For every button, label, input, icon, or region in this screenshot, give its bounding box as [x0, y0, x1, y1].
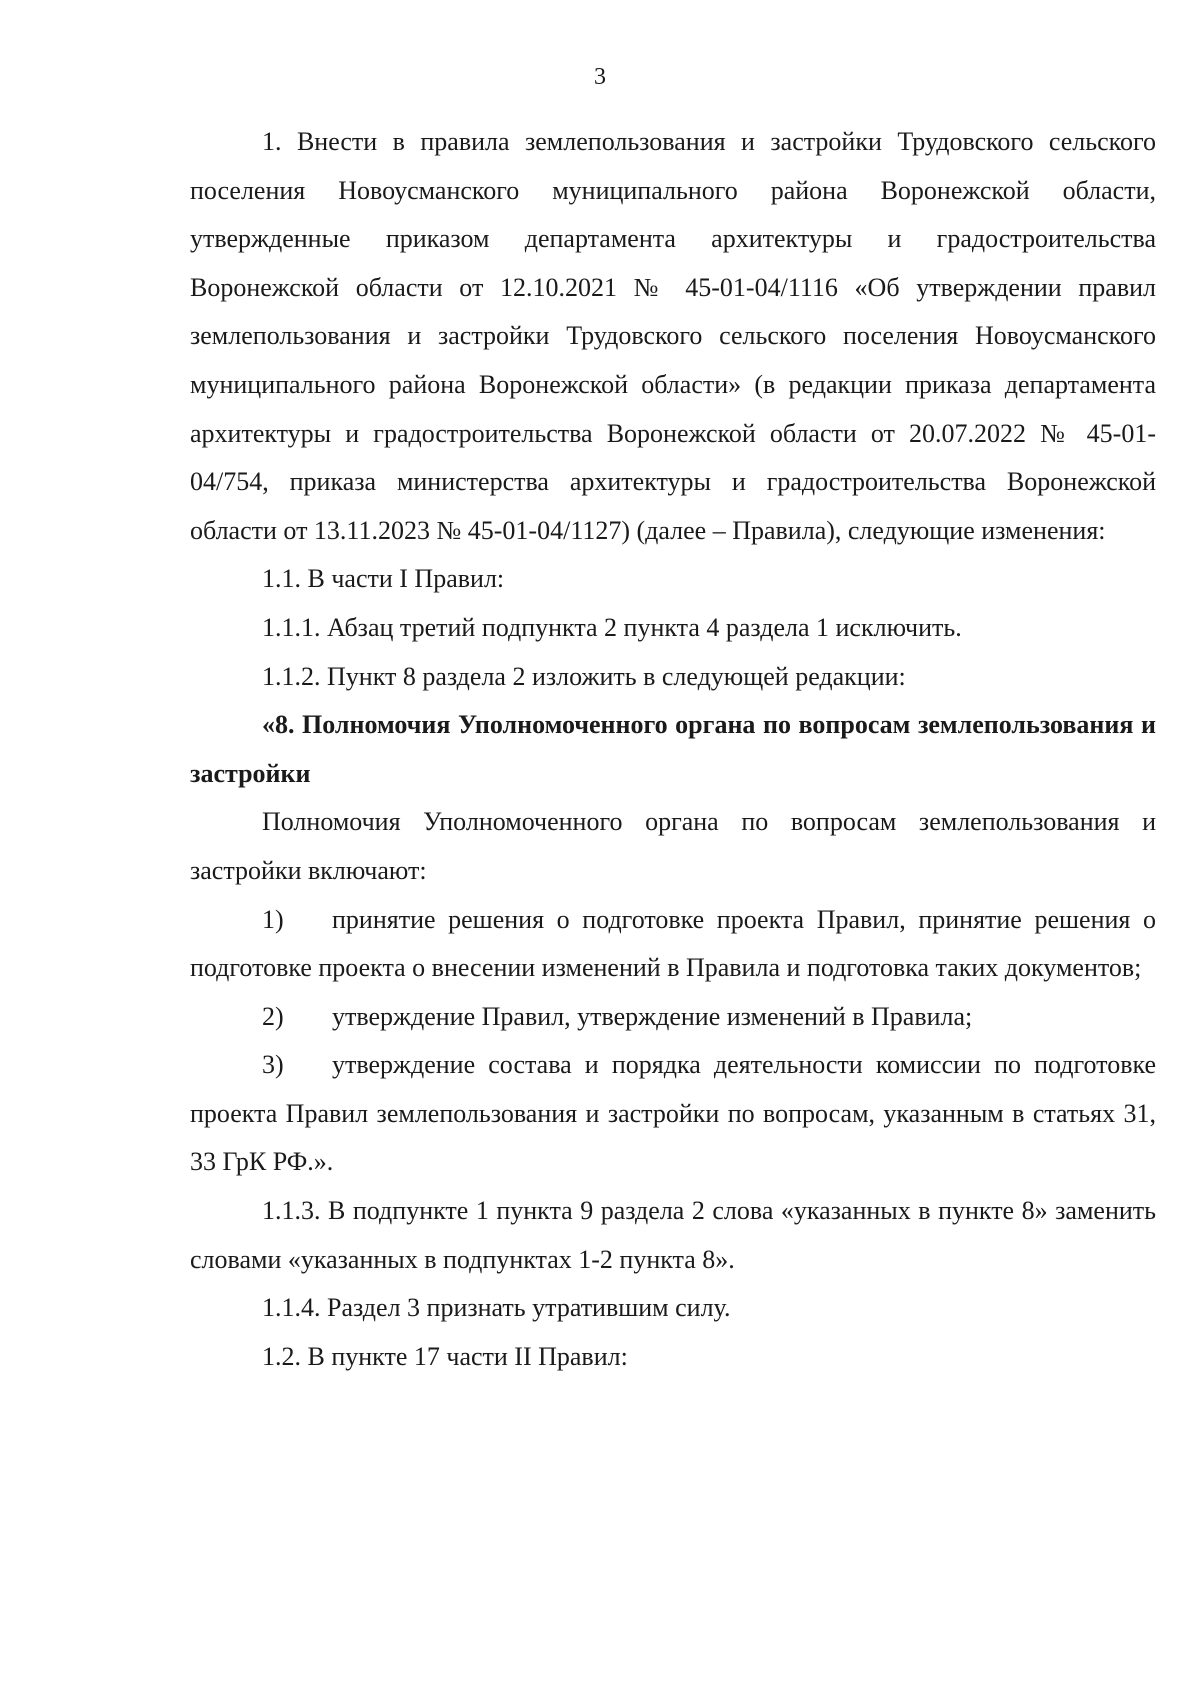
document-body	[190, 118, 1156, 1381]
list-item	[190, 1041, 1156, 1187]
paragraph-part-1: 1.1. В части I Правил:	[262, 564, 505, 594]
list-item	[190, 896, 1156, 993]
page-number: 3	[594, 64, 606, 90]
list-item-text: утверждение Правил, утверждение изменений в Правила;	[332, 1001, 973, 1031]
paragraph-1-1-3: 1.1.3. В подпункте 1 пункта 9 раздела 2 слова «указанных в пункте 8» заменить словами «указанных в подпунктах 1-2 пункта 8».	[190, 1196, 1156, 1274]
paragraph-amendment-intro: 1. Внести в правила землепользования и застройки Трудовского сельского поселения Новоусманского муниципального района Воронежской области, утвержденные приказом департамента архитектуры и градостроительства Воронежской области от 12.10.2021 № 45-01-04/1116 «Об утверждении правил землепользования и застройки Трудовского сельского поселения Новоусманского муниципального района Воронежской области» (в редакции приказа департамента архитектуры и градостроительства Воронежской области от 20.07.2022 № 45-01-04/754, приказа министерства архитектуры и градостроительства Воронежской области от 13.11.2023 № 45-01-04/1127) (далее – Правила), следующие изменения:	[190, 127, 1156, 545]
list-item-number: 1)	[262, 904, 284, 934]
list-item	[190, 993, 1156, 1042]
paragraph-1-1-4: 1.1.4. Раздел 3 признать утратившим силу.	[262, 1293, 731, 1323]
paragraph-1-1-2: 1.1.2. Пункт 8 раздела 2 изложить в следующей редакции:	[262, 661, 906, 691]
paragraph-powers-intro: Полномочия Уполномоченного органа по вопросам землепользования и застройки включают:	[190, 807, 1156, 885]
list-item-text: утверждение состава и порядка деятельности комиссии по подготовке проекта Правил землепользования и застройки по вопросам, указанным в статьях 31, 33 ГрК РФ.».	[190, 1050, 1156, 1177]
paragraph-1-1-1: 1.1.1. Абзац третий подпункта 2 пункта 4 раздела 1 исключить.	[262, 612, 962, 642]
list-item-text: принятие решения о подготовке проекта Правил, принятие решения о подготовке проекта о внесении изменений в Правила и подготовка таких документов;	[190, 904, 1156, 983]
paragraph-1-2: 1.2. В пункте 17 части II Правил:	[262, 1341, 628, 1371]
list-item-number: 2)	[262, 1001, 284, 1031]
section-heading-8: «8. Полномочия Уполномоченного органа по вопросам землепользования и застройки	[190, 710, 1156, 788]
list-item-number: 3)	[262, 1050, 284, 1080]
